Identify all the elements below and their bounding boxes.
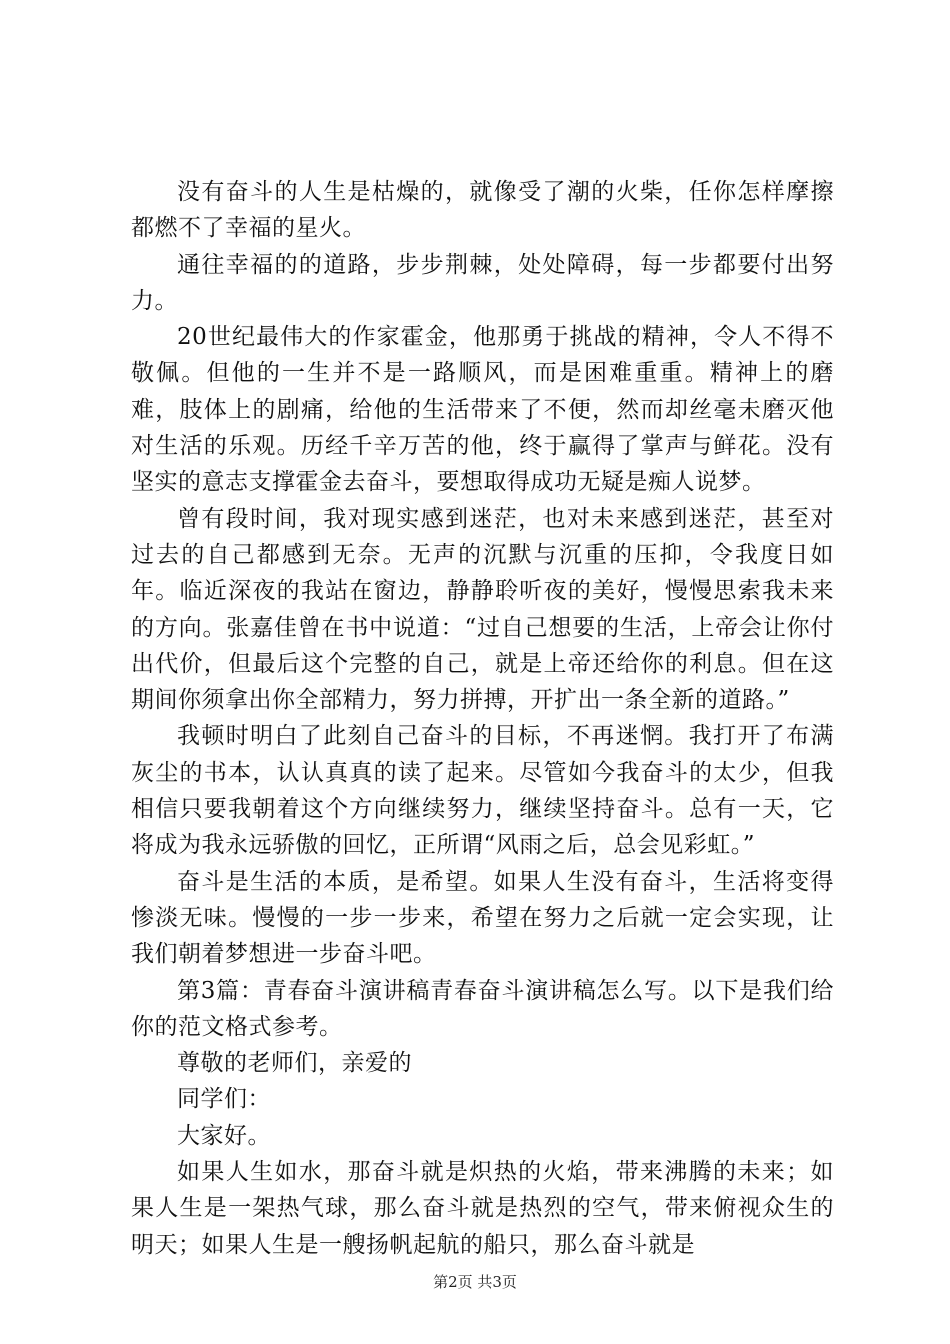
page-footer: 第2页 共3页	[433, 1273, 517, 1291]
paragraph-5: 我顿时明白了此刻自己奋斗的目标，不再迷惘。我打开了布满灰尘的书本，认认真真的读了起来。尽管如今我奋斗的太少，但我相信只要我朝着这个方向继续努力，继续坚持奋斗。总有一天，它将成为我永远骄傲的回忆，正所谓“风雨之后，总会见彩虹。”	[131, 723, 834, 859]
paragraph-6: 奋斗是生活的本质，是希望。如果人生没有奋斗，生活将变得惨淡无味。慢慢的一步一步来，希望在努力之后就一定会实现，让我们朝着梦想进一步奋斗吧。	[131, 868, 834, 968]
salutation-line-1: 尊敬的老师们，亲爱的	[177, 1050, 412, 1077]
paragraph-speech-1: 如果人生如水，那奋斗就是炽热的火焰，带来沸腾的未来；如果人生是一架热气球，那么奋斗就是热烈的空气，带来俯视众生的明天；如果人生是一艘扬帆起航的船只，那么奋斗就是	[131, 1159, 834, 1258]
salutation-line-2: 同学们：	[177, 1086, 271, 1113]
section-heading-paragraph: 第3篇：青春奋斗演讲稿青春奋斗演讲稿怎么写。以下是我们给你的范文格式参考。	[131, 977, 834, 1040]
paragraph-1: 没有奋斗的人生是枯燥的，就像受了潮的火柴，任你怎样摩擦都燃不了幸福的星火。	[131, 179, 834, 242]
document-body	[131, 174, 834, 1263]
paragraph-2: 通往幸福的的道路，步步荆棘，处处障碍，每一步都要付出努力。	[131, 251, 834, 314]
paragraph-4: 曾有段时间，我对现实感到迷茫，也对未来感到迷茫，甚至对过去的自己都感到无奈。无声的沉默与沉重的压抑，令我度日如年。临近深夜的我站在窗边，静静聆听夜的美好，慢慢思索我未来的方向。张嘉佳曾在书中说道：“过自己想要的生活，上帝会让你付出代价，但最后这个完整的自己，就是上帝还给你的利息。但在这期间你须拿出你全部精力，努力拼搏，开扩出一条全新的道路。”	[131, 505, 834, 714]
paragraph-3: 20世纪最伟大的作家霍金，他那勇于挑战的精神，令人不得不敬佩。但他的一生并不是一路顺风，而是困难重重。精神上的磨难，肢体上的剧痛，给他的生活带来了不便，然而却丝毫未磨灭他对生活的乐观。历经千辛万苦的他，终于赢得了掌声与鲜花。没有坚实的意志支撑霍金去奋斗，要想取得成功无疑是痴人说梦。	[131, 324, 834, 496]
greeting-line: 大家好。	[177, 1122, 271, 1149]
